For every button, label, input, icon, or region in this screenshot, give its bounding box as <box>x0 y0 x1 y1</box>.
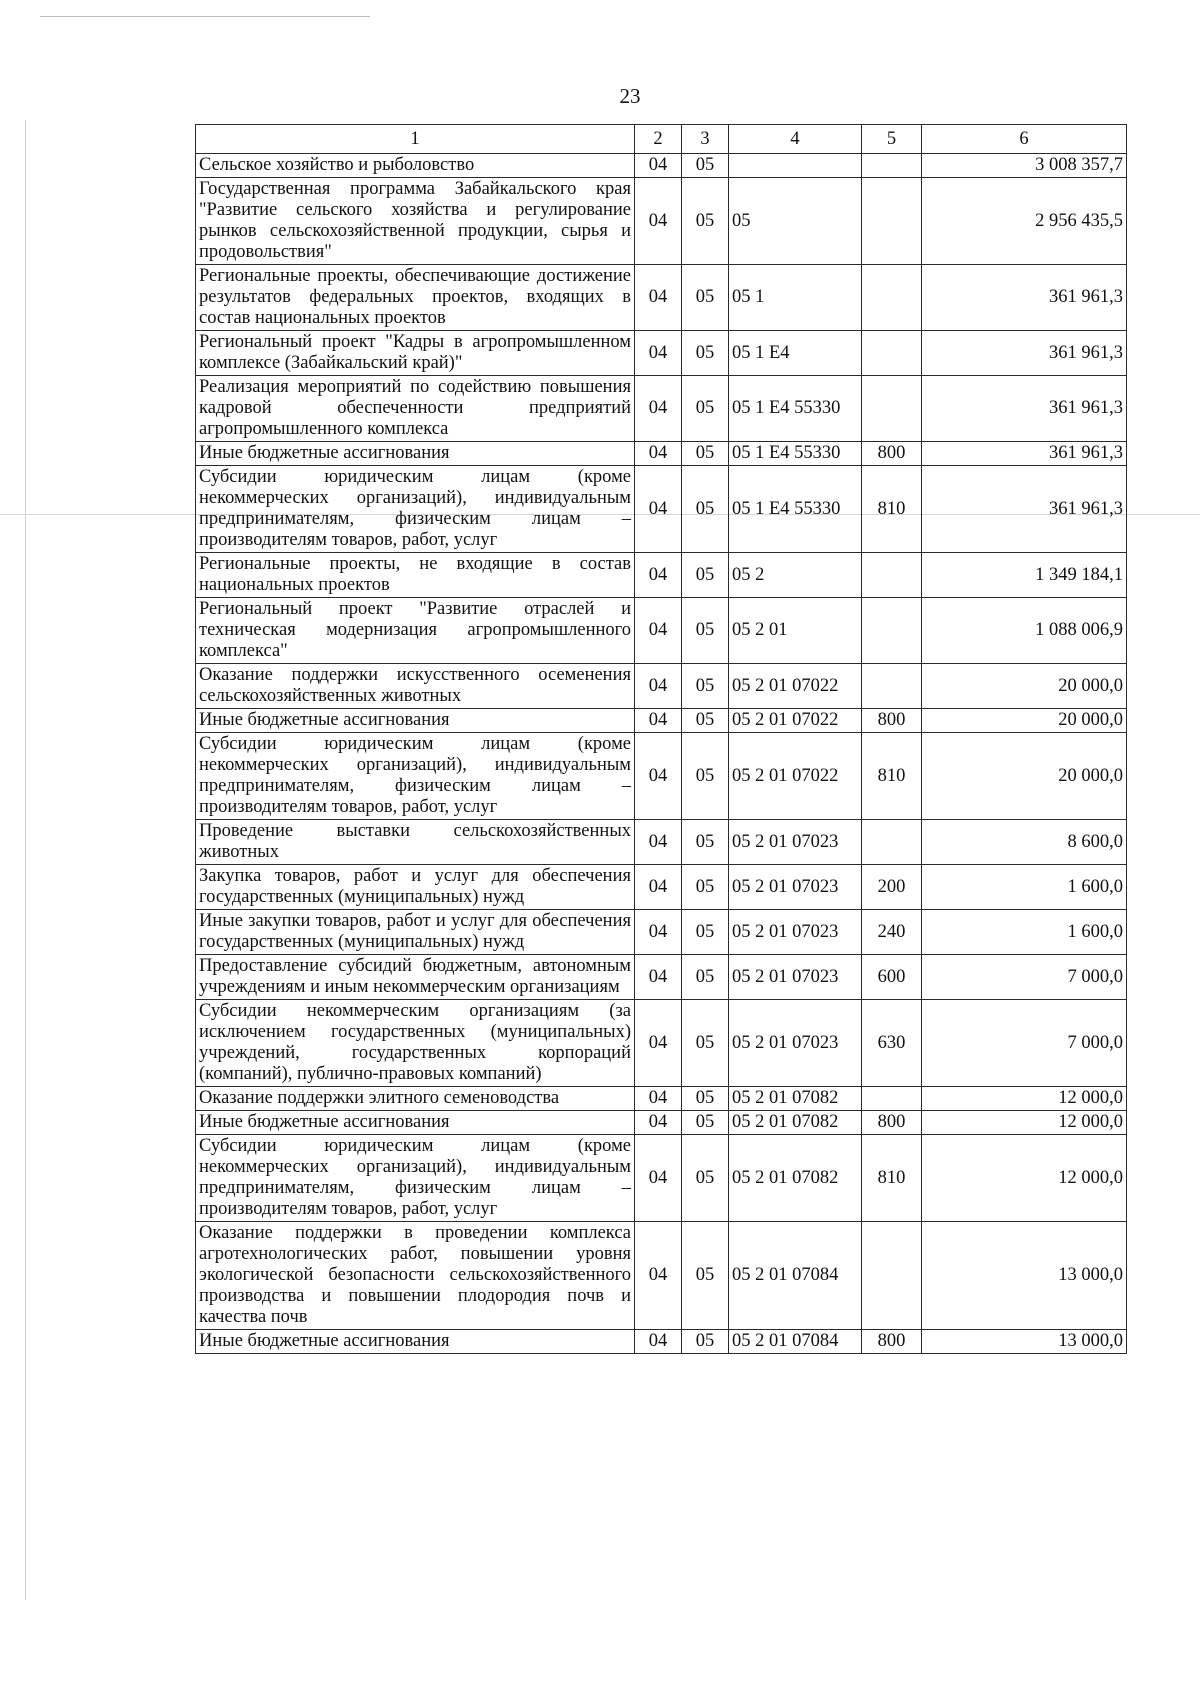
row-name-cell: Предоставление субсидий бюджетным, автономным учреждениям и иным некоммерческим организациям <box>196 955 635 1000</box>
row-amount-cell: 2 956 435,5 <box>922 178 1127 265</box>
row-name-cell: Сельское хозяйство и рыболовство <box>196 154 635 178</box>
scan-artifact-line-top <box>40 16 370 17</box>
row-name-cell: Иные бюджетные ассигнования <box>196 442 635 466</box>
row-amount-cell: 12 000,0 <box>922 1087 1127 1111</box>
row-subsection-cell: 05 <box>682 1135 729 1222</box>
row-section-cell: 04 <box>635 1000 682 1087</box>
row-subsection-cell: 05 <box>682 1330 729 1354</box>
row-amount-cell: 20 000,0 <box>922 664 1127 709</box>
row-section-cell: 04 <box>635 1135 682 1222</box>
page-number: 23 <box>619 84 641 108</box>
row-target-article-cell: 05 2 01 07084 <box>729 1222 862 1330</box>
row-amount-cell: 361 961,3 <box>922 376 1127 442</box>
row-subsection-cell: 05 <box>682 1000 729 1087</box>
row-subsection-cell: 05 <box>682 265 729 331</box>
row-expense-type-cell <box>862 664 922 709</box>
row-subsection-cell: 05 <box>682 178 729 265</box>
row-expense-type-cell <box>862 376 922 442</box>
table-row <box>196 1111 1127 1135</box>
row-target-article-cell: 05 2 01 <box>729 598 862 664</box>
row-expense-type-cell: 600 <box>862 955 922 1000</box>
row-section-cell: 04 <box>635 598 682 664</box>
row-subsection-cell: 05 <box>682 1222 729 1330</box>
column-header: 5 <box>862 125 922 154</box>
row-expense-type-cell: 630 <box>862 1000 922 1087</box>
row-section-cell: 04 <box>635 1222 682 1330</box>
row-amount-cell: 3 008 357,7 <box>922 154 1127 178</box>
row-amount-cell: 361 961,3 <box>922 331 1127 376</box>
row-expense-type-cell <box>862 820 922 865</box>
row-section-cell: 04 <box>635 553 682 598</box>
table-row <box>196 820 1127 865</box>
table-row <box>196 709 1127 733</box>
row-target-article-cell: 05 2 01 07082 <box>729 1111 862 1135</box>
table-row <box>196 1222 1127 1330</box>
row-section-cell: 04 <box>635 865 682 910</box>
row-name-cell: Иные бюджетные ассигнования <box>196 1111 635 1135</box>
table-row <box>196 955 1127 1000</box>
row-subsection-cell: 05 <box>682 442 729 466</box>
row-amount-cell: 361 961,3 <box>922 466 1127 553</box>
row-subsection-cell: 05 <box>682 1111 729 1135</box>
row-expense-type-cell <box>862 265 922 331</box>
column-header: 3 <box>682 125 729 154</box>
table-row <box>196 376 1127 442</box>
row-expense-type-cell: 810 <box>862 1135 922 1222</box>
scan-artifact-line-left <box>25 120 26 1600</box>
row-target-article-cell: 05 2 01 07082 <box>729 1135 862 1222</box>
row-subsection-cell: 05 <box>682 664 729 709</box>
row-subsection-cell: 05 <box>682 331 729 376</box>
row-target-article-cell: 05 2 01 07082 <box>729 1087 862 1111</box>
row-expense-type-cell: 200 <box>862 865 922 910</box>
row-section-cell: 04 <box>635 1087 682 1111</box>
row-expense-type-cell: 240 <box>862 910 922 955</box>
row-section-cell: 04 <box>635 664 682 709</box>
row-target-article-cell: 05 2 01 07022 <box>729 733 862 820</box>
row-amount-cell: 1 600,0 <box>922 865 1127 910</box>
column-header: 4 <box>729 125 862 154</box>
table-row <box>196 865 1127 910</box>
row-section-cell: 04 <box>635 376 682 442</box>
table-row <box>196 598 1127 664</box>
table-body <box>196 154 1127 1354</box>
row-target-article-cell: 05 1 Е4 55330 <box>729 466 862 553</box>
row-section-cell: 04 <box>635 178 682 265</box>
row-name-cell: Оказание поддержки искусственного осеменения сельскохозяйственных животных <box>196 664 635 709</box>
row-section-cell: 04 <box>635 331 682 376</box>
row-target-article-cell: 05 2 01 07023 <box>729 910 862 955</box>
row-target-article-cell: 05 2 01 07023 <box>729 865 862 910</box>
row-target-article-cell: 05 2 01 07022 <box>729 709 862 733</box>
row-name-cell: Государственная программа Забайкальского края "Развитие сельского хозяйства и регулирование рынков сельскохозяйственной продукции, сырья и продовольствия" <box>196 178 635 265</box>
row-amount-cell: 8 600,0 <box>922 820 1127 865</box>
row-amount-cell: 12 000,0 <box>922 1135 1127 1222</box>
row-subsection-cell: 05 <box>682 154 729 178</box>
row-section-cell: 04 <box>635 955 682 1000</box>
row-name-cell: Оказание поддержки элитного семеноводства <box>196 1087 635 1111</box>
row-name-cell: Субсидии юридическим лицам (кроме некоммерческих организаций), индивидуальным предпринимателям, физическим лицам – производителям товаров, работ, услуг <box>196 733 635 820</box>
row-expense-type-cell <box>862 1222 922 1330</box>
row-amount-cell: 12 000,0 <box>922 1111 1127 1135</box>
row-subsection-cell: 05 <box>682 466 729 553</box>
row-target-article-cell: 05 <box>729 178 862 265</box>
row-expense-type-cell: 810 <box>862 733 922 820</box>
row-amount-cell: 1 088 006,9 <box>922 598 1127 664</box>
table-row <box>196 1135 1127 1222</box>
row-section-cell: 04 <box>635 154 682 178</box>
row-amount-cell: 361 961,3 <box>922 442 1127 466</box>
row-amount-cell: 7 000,0 <box>922 955 1127 1000</box>
row-name-cell: Субсидии юридическим лицам (кроме некоммерческих организаций), индивидуальным предпринимателям, физическим лицам – производителям товаров, работ, услуг <box>196 1135 635 1222</box>
table-row <box>196 466 1127 553</box>
row-target-article-cell: 05 2 <box>729 553 862 598</box>
row-expense-type-cell <box>862 331 922 376</box>
column-header: 6 <box>922 125 1127 154</box>
row-subsection-cell: 05 <box>682 865 729 910</box>
table-row <box>196 1000 1127 1087</box>
row-target-article-cell: 05 1 Е4 55330 <box>729 442 862 466</box>
row-target-article-cell: 05 1 Е4 <box>729 331 862 376</box>
row-name-cell: Закупка товаров, работ и услуг для обеспечения государственных (муниципальных) нужд <box>196 865 635 910</box>
row-subsection-cell: 05 <box>682 598 729 664</box>
row-subsection-cell: 05 <box>682 820 729 865</box>
row-subsection-cell: 05 <box>682 733 729 820</box>
row-amount-cell: 7 000,0 <box>922 1000 1127 1087</box>
row-name-cell: Иные закупки товаров, работ и услуг для обеспечения государственных (муниципальных) нужд <box>196 910 635 955</box>
budget-table <box>195 124 1127 1354</box>
row-section-cell: 04 <box>635 709 682 733</box>
column-header: 2 <box>635 125 682 154</box>
row-expense-type-cell: 800 <box>862 442 922 466</box>
row-target-article-cell <box>729 154 862 178</box>
row-target-article-cell: 05 2 01 07084 <box>729 1330 862 1354</box>
table-row <box>196 553 1127 598</box>
row-name-cell: Региональные проекты, не входящие в состав национальных проектов <box>196 553 635 598</box>
row-section-cell: 04 <box>635 442 682 466</box>
row-name-cell: Субсидии некоммерческим организациям (за исключением государственных (муниципальных) учреждений, государственных корпораций (компаний), публично-правовых компаний) <box>196 1000 635 1087</box>
table-header-row <box>196 125 1127 154</box>
row-name-cell: Субсидии юридическим лицам (кроме некоммерческих организаций), индивидуальным предпринимателям, физическим лицам – производителям товаров, работ, услуг <box>196 466 635 553</box>
row-target-article-cell: 05 2 01 07023 <box>729 820 862 865</box>
row-section-cell: 04 <box>635 910 682 955</box>
row-amount-cell: 1 349 184,1 <box>922 553 1127 598</box>
table-row <box>196 178 1127 265</box>
row-section-cell: 04 <box>635 733 682 820</box>
row-amount-cell: 13 000,0 <box>922 1330 1127 1354</box>
row-amount-cell: 20 000,0 <box>922 733 1127 820</box>
row-name-cell: Региональные проекты, обеспечивающие достижение результатов федеральных проектов, входящих в состав национальных проектов <box>196 265 635 331</box>
row-section-cell: 04 <box>635 1330 682 1354</box>
row-name-cell: Региональный проект "Кадры в агропромышленном комплексе (Забайкальский край)" <box>196 331 635 376</box>
table-row <box>196 154 1127 178</box>
table-row <box>196 1330 1127 1354</box>
row-target-article-cell: 05 1 <box>729 265 862 331</box>
table-row <box>196 1087 1127 1111</box>
column-header: 1 <box>196 125 635 154</box>
row-subsection-cell: 05 <box>682 1087 729 1111</box>
row-expense-type-cell <box>862 178 922 265</box>
row-expense-type-cell: 800 <box>862 1330 922 1354</box>
row-amount-cell: 361 961,3 <box>922 265 1127 331</box>
row-expense-type-cell <box>862 553 922 598</box>
row-amount-cell: 20 000,0 <box>922 709 1127 733</box>
row-name-cell: Оказание поддержки в проведении комплекса агротехнологических работ, повышении уровня экологической безопасности сельскохозяйственного производства и повышении плодородия почв и качества почв <box>196 1222 635 1330</box>
row-subsection-cell: 05 <box>682 955 729 1000</box>
row-expense-type-cell: 800 <box>862 709 922 733</box>
row-section-cell: 04 <box>635 820 682 865</box>
table-row <box>196 910 1127 955</box>
row-name-cell: Реализация мероприятий по содействию повышения кадровой обеспеченности предприятий агропромышленного комплекса <box>196 376 635 442</box>
table-row <box>196 442 1127 466</box>
row-section-cell: 04 <box>635 265 682 331</box>
row-name-cell: Иные бюджетные ассигнования <box>196 709 635 733</box>
row-subsection-cell: 05 <box>682 910 729 955</box>
row-name-cell: Иные бюджетные ассигнования <box>196 1330 635 1354</box>
row-target-article-cell: 05 2 01 07023 <box>729 955 862 1000</box>
row-name-cell: Региональный проект "Развитие отраслей и техническая модернизация агропромышленного комплекса" <box>196 598 635 664</box>
row-amount-cell: 1 600,0 <box>922 910 1127 955</box>
row-expense-type-cell: 810 <box>862 466 922 553</box>
row-subsection-cell: 05 <box>682 709 729 733</box>
row-expense-type-cell <box>862 1087 922 1111</box>
table-row <box>196 331 1127 376</box>
row-amount-cell: 13 000,0 <box>922 1222 1127 1330</box>
row-target-article-cell: 05 2 01 07022 <box>729 664 862 709</box>
table-row <box>196 733 1127 820</box>
row-section-cell: 04 <box>635 1111 682 1135</box>
row-name-cell: Проведение выставки сельскохозяйственных животных <box>196 820 635 865</box>
row-expense-type-cell <box>862 154 922 178</box>
row-expense-type-cell <box>862 598 922 664</box>
row-target-article-cell: 05 1 Е4 55330 <box>729 376 862 442</box>
table-row <box>196 664 1127 709</box>
table-row <box>196 265 1127 331</box>
row-section-cell: 04 <box>635 466 682 553</box>
row-target-article-cell: 05 2 01 07023 <box>729 1000 862 1087</box>
row-subsection-cell: 05 <box>682 553 729 598</box>
row-subsection-cell: 05 <box>682 376 729 442</box>
row-expense-type-cell: 800 <box>862 1111 922 1135</box>
